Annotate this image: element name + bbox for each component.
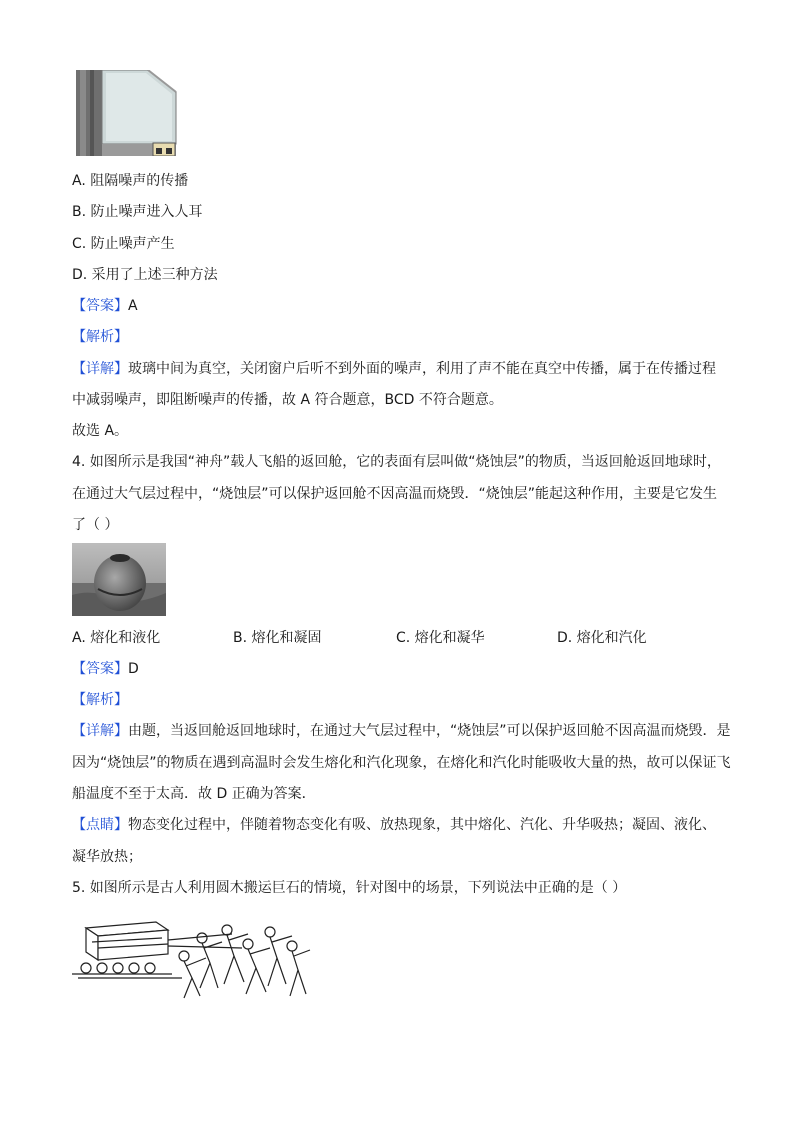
- detail-text: 玻璃中间为真空，关闭窗户后听不到外面的噪声，利用了声不能在真空中传播，属于在传播过程: [128, 361, 716, 377]
- q4-detail-line-3: 船温度不至于太高．故 D 正确为答案．: [72, 786, 316, 802]
- detail-tag: 【详解】: [72, 723, 128, 739]
- q3-conclusion: 故选 A。: [72, 423, 129, 439]
- q4-detail-line-2: 因为“烧蚀层”的物质在遇到高温时会发生熔化和汽化现象，在熔化和汽化时能吸收大量的热，故可以保证飞: [72, 755, 731, 771]
- q4-note-line-1: [72, 816, 716, 834]
- q4-stem-line-2: 在通过大气层过程中，“烧蚀层”可以保护返回舱不因高温而烧毁．“烧蚀层”能起这种作用，主要是它发生: [72, 486, 718, 502]
- q3-detail-line-2: 中减弱噪声，即阻断噪声的传播，故 A 符合题意，BCD 不符合题意。: [72, 392, 503, 408]
- q4-stem-line-1: 4. 如图所示是我国“神舟”载人飞船的返回舱，它的表面有层叫做“烧蚀层”的物质，当返回舱返回地球时，: [72, 454, 721, 470]
- q3-detail-line-1: [72, 360, 716, 378]
- q4-answer: [72, 660, 139, 678]
- q3-option-a: A. 阻隔噪声的传播: [72, 173, 189, 189]
- note-tag: 【点睛】: [72, 817, 128, 833]
- q3-analysis-tag: 【解析】: [72, 329, 128, 345]
- q5-stem: 5. 如图所示是古人利用圆木搬运巨石的情境，针对图中的场景，下列说法中正确的是（ ）: [72, 880, 627, 896]
- q4-analysis-tag: 【解析】: [72, 692, 128, 708]
- q4-stem-line-3: 了（ ）: [72, 517, 119, 533]
- note-text: 物态变化过程中，伴随着物态变化有吸、放热现象，其中熔化、汽化、升华吸热；凝固、液化、: [128, 817, 716, 833]
- q4-option-d: D. 熔化和汽化: [557, 630, 647, 646]
- stone-rollers-image: [72, 908, 312, 1000]
- q4-option-c: C. 熔化和凝华: [396, 630, 485, 646]
- return-capsule-image: [72, 543, 166, 616]
- window-glass-image: [76, 70, 181, 156]
- q3-answer: [72, 297, 138, 315]
- q3-option-d: D. 采用了上述三种方法: [72, 267, 218, 283]
- q3-option-c: C. 防止噪声产生: [72, 236, 175, 252]
- answer-tag: 【答案】: [72, 661, 128, 677]
- q4-option-a: A. 熔化和液化: [72, 630, 161, 646]
- answer-value: D: [128, 661, 139, 677]
- q3-option-b: B. 防止噪声进入人耳: [72, 204, 203, 220]
- answer-value: A: [128, 298, 138, 314]
- detail-text: 由题，当返回舱返回地球时，在通过大气层过程中，“烧蚀层”可以保护返回舱不因高温而烧毁．是: [128, 723, 731, 739]
- q4-note-line-2: 凝华放热；: [72, 849, 142, 865]
- q4-detail-line-1: [72, 722, 731, 740]
- q4-option-b: B. 熔化和凝固: [233, 630, 322, 646]
- detail-tag: 【详解】: [72, 361, 128, 377]
- answer-tag: 【答案】: [72, 298, 128, 314]
